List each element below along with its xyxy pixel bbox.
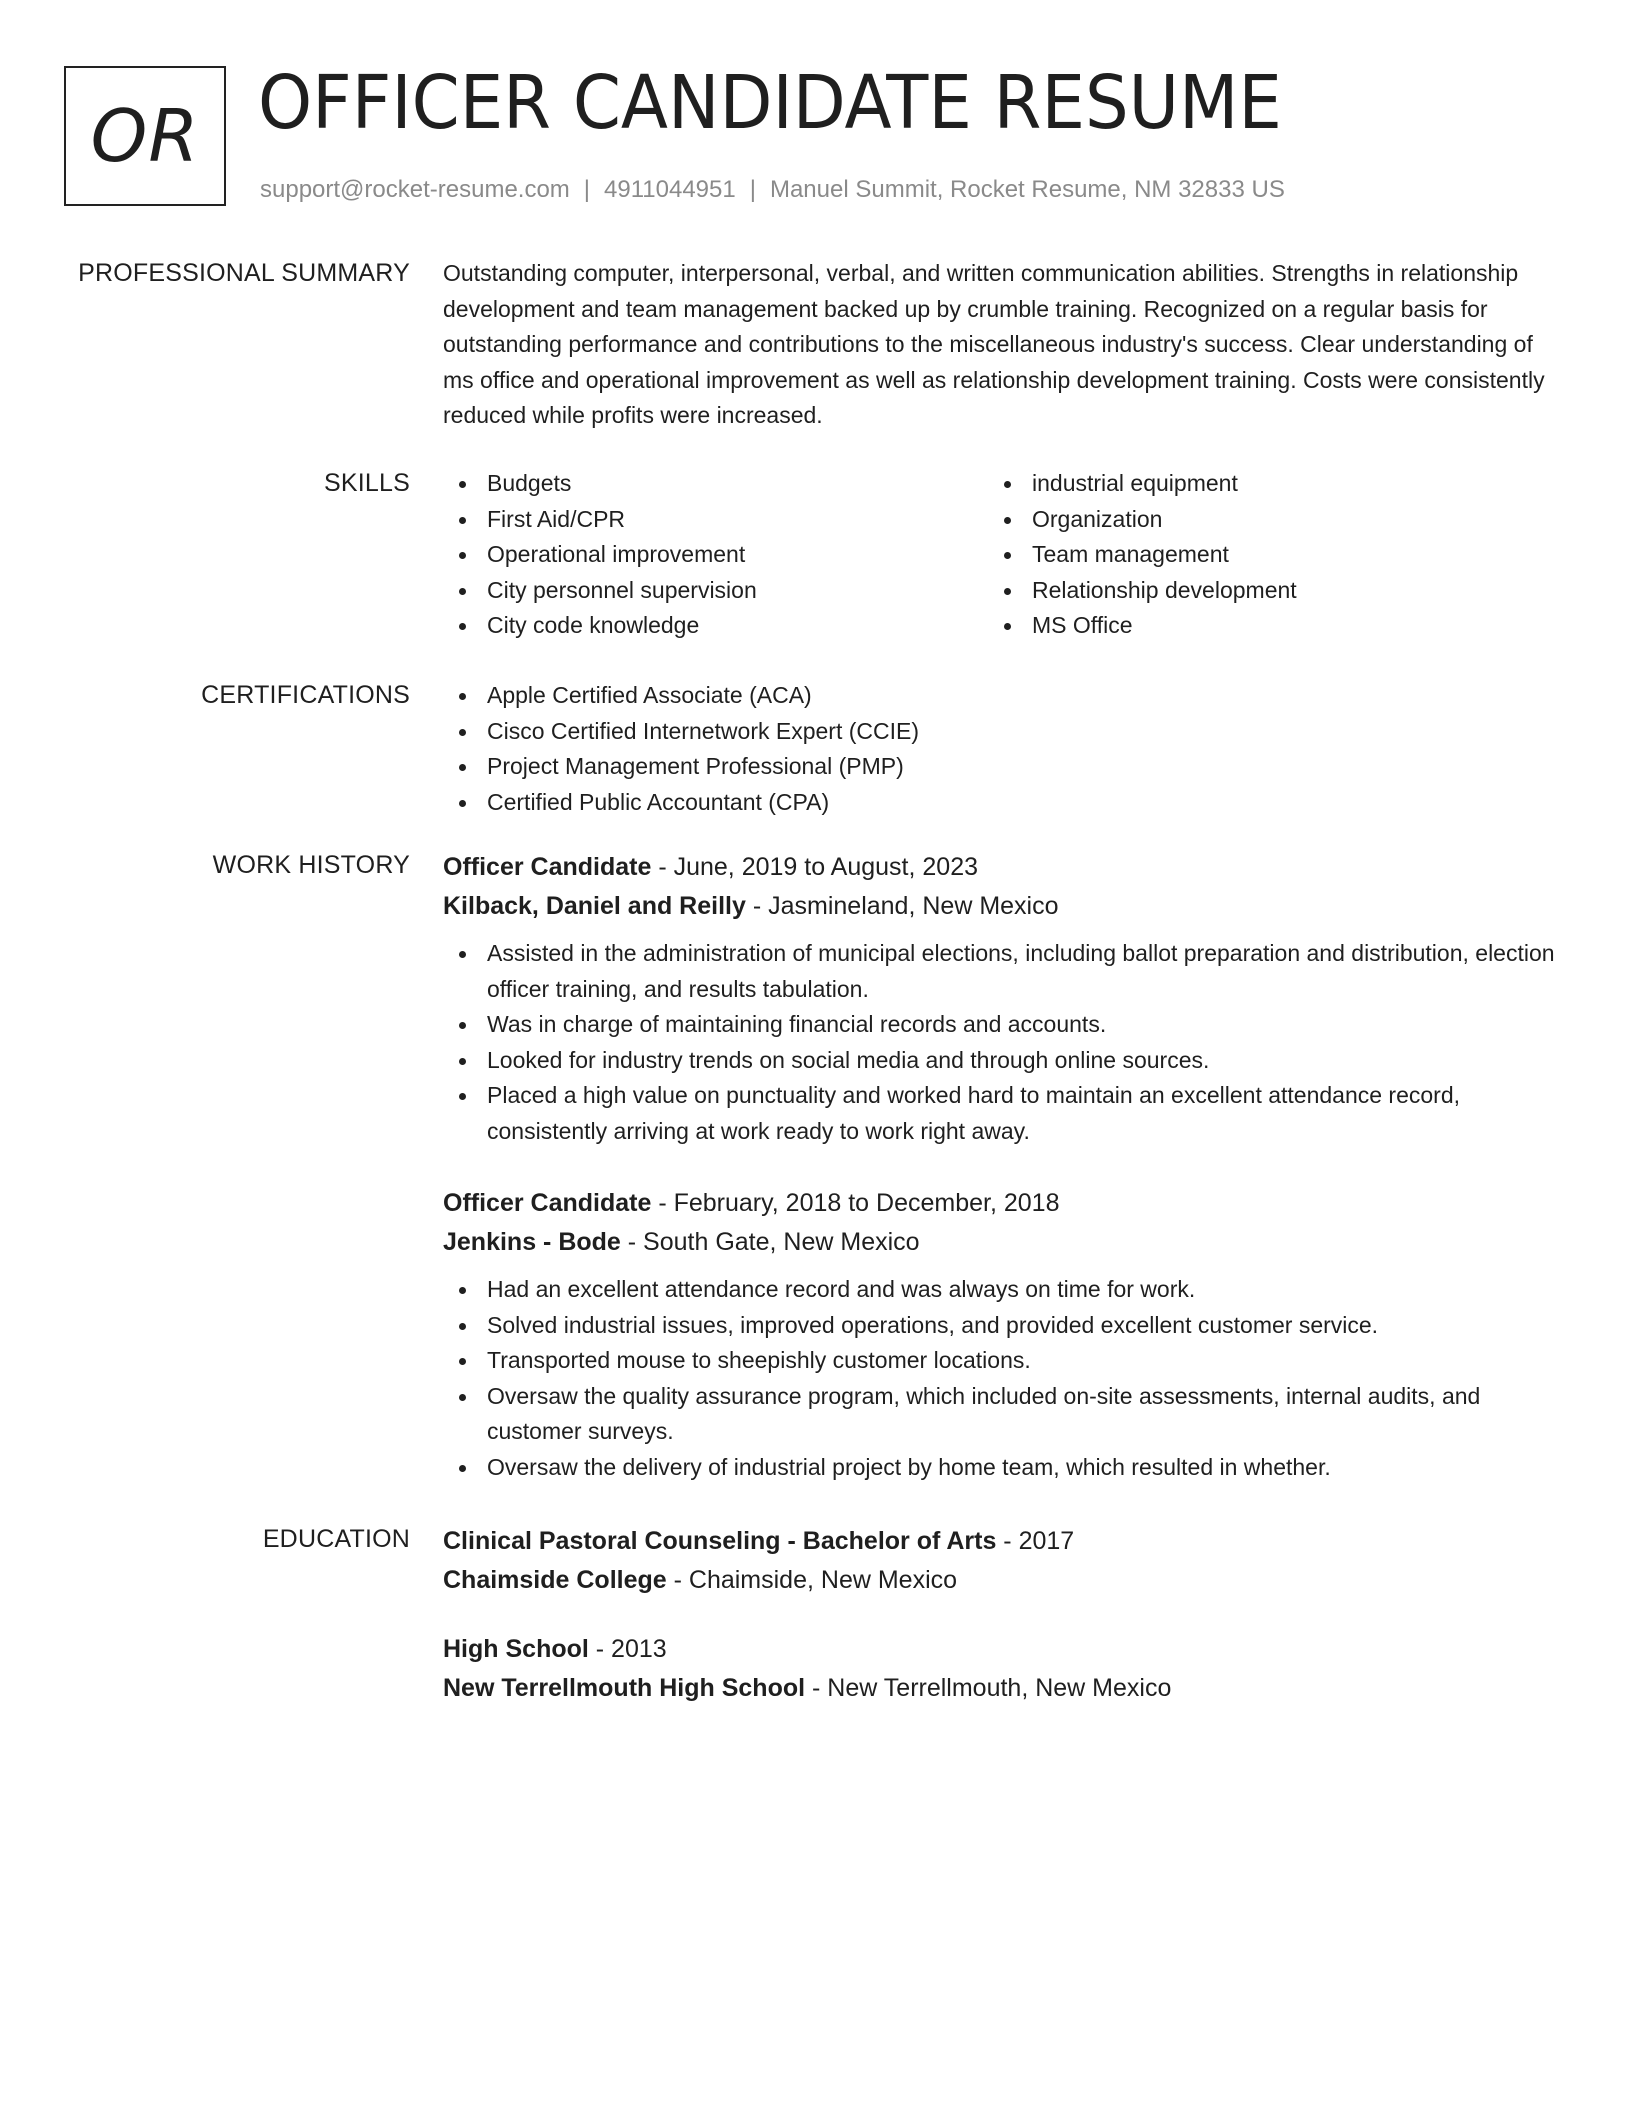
section-label-skills: SKILLS [324, 469, 410, 497]
certification-item: Cisco Certified Internetwork Expert (CCIE) [443, 714, 1555, 750]
contact-separator: | [749, 176, 756, 203]
skill-item: Budgets [443, 466, 988, 502]
certification-item: Project Management Professional (PMP) [443, 749, 1555, 785]
skill-item: City personnel supervision [443, 573, 988, 609]
job-company-line [443, 1223, 1555, 1262]
skill-item: Organization [988, 502, 1533, 538]
education-degree-line [443, 1630, 1555, 1669]
section-label-summary: PROFESSIONAL SUMMARY [78, 259, 410, 287]
skill-item: Operational improvement [443, 537, 988, 573]
job-duty: Was in charge of maintaining financial records and accounts. [443, 1007, 1555, 1043]
job-duty: Solved industrial issues, improved operations, and provided excellent customer service. [443, 1308, 1555, 1344]
education-degree-line [443, 1522, 1555, 1561]
certification-item: Certified Public Accountant (CPA) [443, 785, 1555, 821]
section-label-education: EDUCATION [262, 1525, 410, 1553]
certifications-list [443, 678, 1555, 820]
contact-separator: | [583, 176, 591, 203]
resume-title: OFFICER CANDIDATE RESUME [258, 60, 1282, 146]
education-school-line [443, 1669, 1555, 1708]
job-entry [443, 1184, 1555, 1485]
monogram-initials: OR [90, 94, 200, 178]
job-company: Kilback, Daniel and Reilly [443, 892, 746, 920]
education-entry [443, 1630, 1555, 1708]
education-location: - New Terrellmouth, New Mexico [805, 1674, 1172, 1702]
monogram-box [64, 66, 226, 206]
job-location: - Jasmineland, New Mexico [745, 892, 1059, 920]
certification-item: Apple Certified Associate (ACA) [443, 678, 1555, 714]
job-location: - South Gate, New Mexico [620, 1228, 920, 1256]
job-title: Officer Candidate [443, 1189, 652, 1217]
skill-item: First Aid/CPR [443, 502, 988, 538]
education-school: New Terrellmouth High School [443, 1674, 806, 1702]
education-degree: High School [443, 1635, 589, 1663]
education-year: - 2013 [588, 1635, 667, 1663]
skills-list-right [988, 466, 1533, 644]
job-duty: Transported mouse to sheepishly customer locations. [443, 1343, 1555, 1379]
job-title-line [443, 848, 1555, 887]
education-school: Chaimside College [443, 1566, 667, 1594]
education-school-line [443, 1561, 1555, 1600]
skills-list-left [443, 466, 988, 644]
education-degree: Clinical Pastoral Counseling - Bachelor of Arts [443, 1527, 997, 1555]
job-entry [443, 848, 1555, 1149]
job-duty: Had an excellent attendance record and was always on time for work. [443, 1272, 1555, 1308]
job-duty: Oversaw the delivery of industrial project by home team, which resulted in whether. [443, 1450, 1555, 1486]
job-duty: Oversaw the quality assurance program, which included on-site assessments, internal audits, and customer surveys. [443, 1379, 1555, 1450]
job-dates: - June, 2019 to August, 2023 [651, 853, 979, 881]
education-entry [443, 1522, 1555, 1600]
contact-phone: 4911044951 [604, 176, 736, 203]
job-duties-list [443, 1272, 1555, 1485]
education-year: - 2017 [996, 1527, 1075, 1555]
section-label-certifications: CERTIFICATIONS [201, 681, 410, 709]
summary-text: Outstanding computer, interpersonal, verbal, and written communication abilities. Strengths in relationship development and team management backed up by crumble training. Recognized on a regular basis for outstanding performance and contributions to the miscellaneous industry's success. Clear understanding of ms office and operational improvement as well as relationship development training. Costs were consistently reduced while profits were increased. [443, 260, 1545, 428]
job-duty: Placed a high value on punctuality and worked hard to maintain an excellent attendance record, consistently arriving at work ready to work right away. [443, 1078, 1555, 1149]
skills-grid [443, 466, 1555, 644]
job-duties-list [443, 936, 1555, 1149]
contact-line [260, 174, 1285, 206]
contact-address: Manuel Summit, Rocket Resume, NM 32833 US [769, 176, 1285, 203]
section-label-work-history: WORK HISTORY [212, 851, 410, 879]
education-location: - Chaimside, New Mexico [666, 1566, 958, 1594]
job-duty: Assisted in the administration of municipal elections, including ballot preparation and distribution, election officer training, and results tabulation. [443, 936, 1555, 1007]
job-company: Jenkins - Bode [443, 1228, 621, 1256]
job-title: Officer Candidate [443, 853, 652, 881]
job-company-line [443, 887, 1555, 926]
skill-item: industrial equipment [988, 466, 1533, 502]
contact-email: support@rocket-resume.com [260, 176, 570, 203]
skill-item: MS Office [988, 608, 1533, 644]
skill-item: City code knowledge [443, 608, 988, 644]
skill-item: Team management [988, 537, 1533, 573]
job-duty: Looked for industry trends on social media and through online sources. [443, 1043, 1555, 1079]
job-dates: - February, 2018 to December, 2018 [651, 1189, 1060, 1217]
skill-item: Relationship development [988, 573, 1533, 609]
job-title-line [443, 1184, 1555, 1223]
